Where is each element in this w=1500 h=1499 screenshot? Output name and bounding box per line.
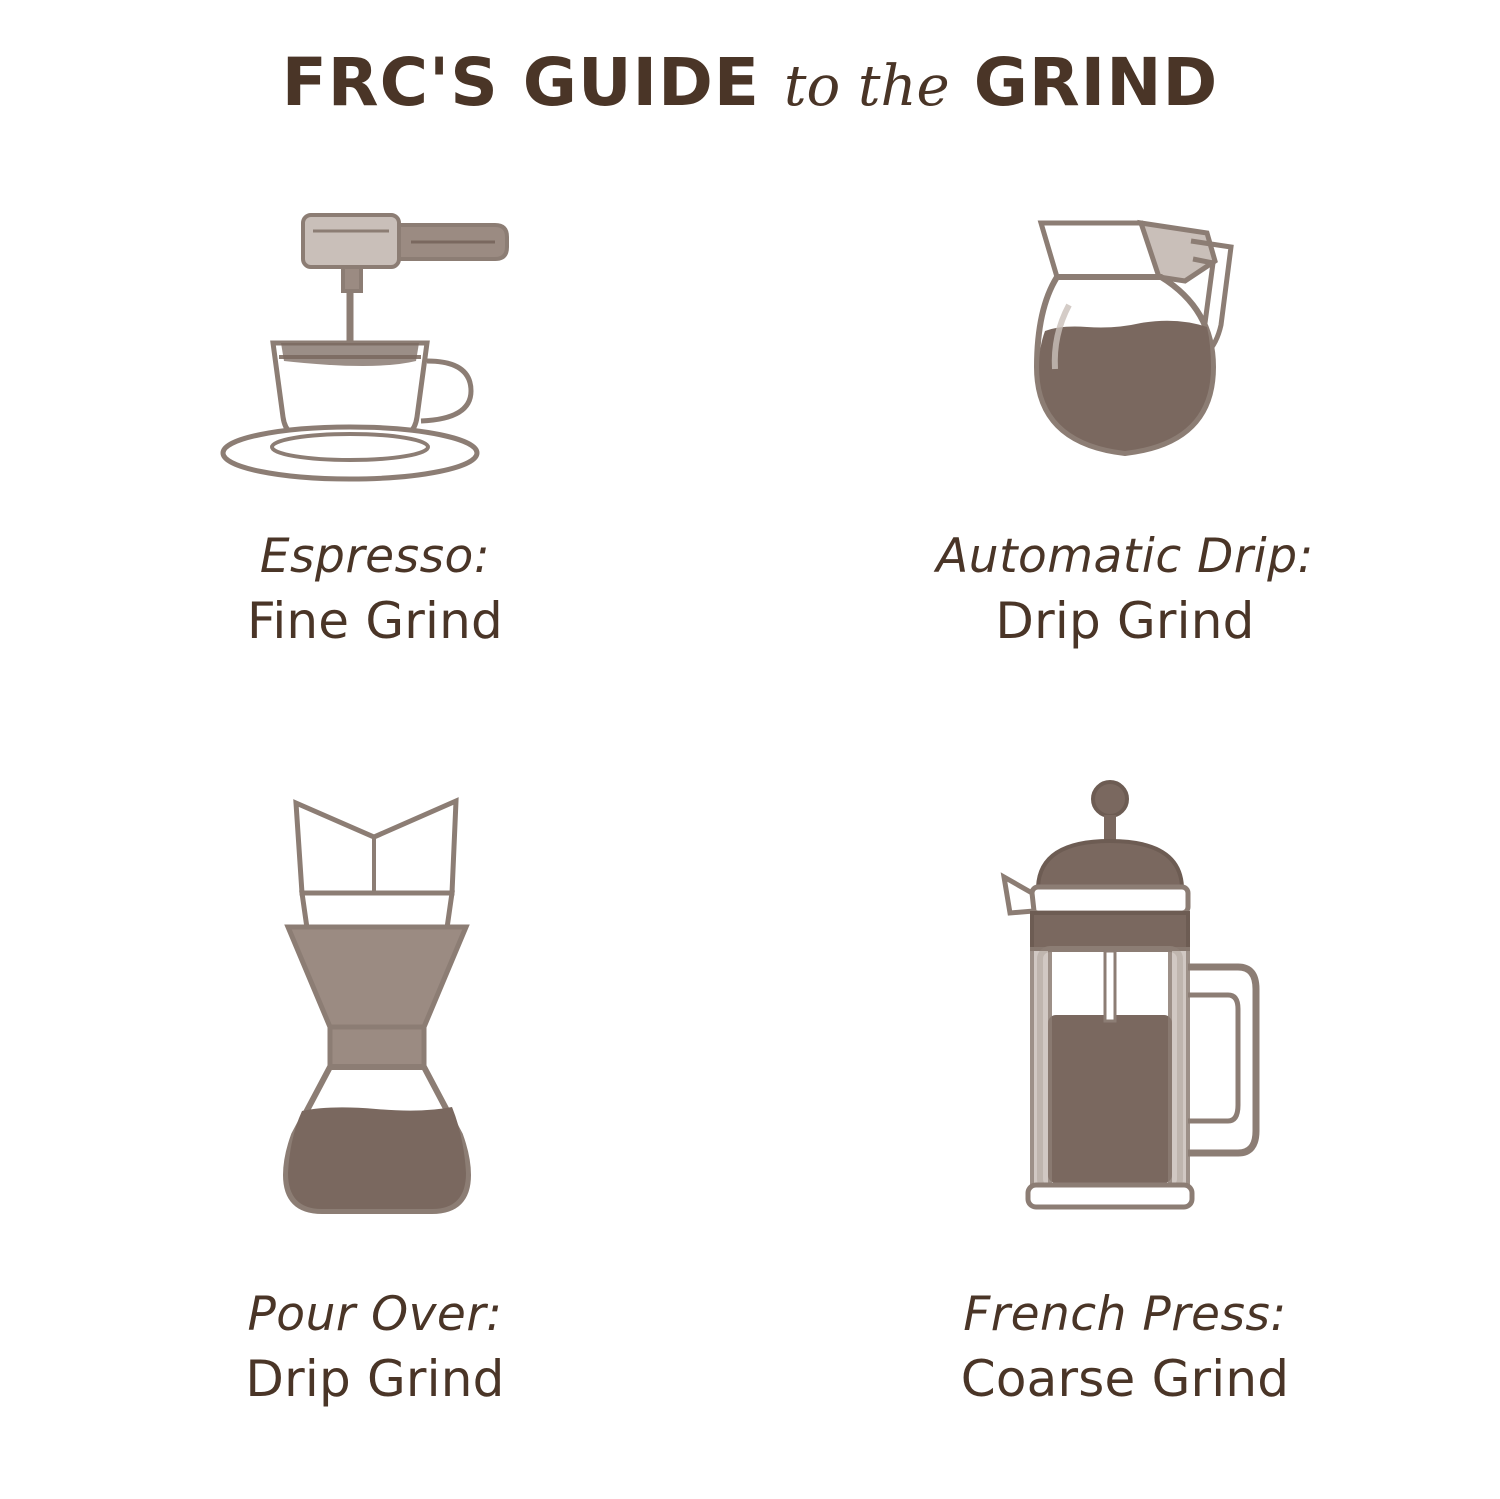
caption-espresso	[247, 528, 503, 652]
caption-automatic-drip	[936, 528, 1314, 652]
method-card-automatic-drip	[750, 180, 1500, 760]
pour-over-chemex-icon	[210, 760, 540, 1260]
page-title	[0, 0, 1500, 121]
methods-grid	[0, 180, 1500, 1470]
espresso-machine-cup-icon	[195, 180, 555, 510]
caption-french-press	[961, 1286, 1289, 1410]
drip-coffee-carafe-icon	[945, 180, 1305, 510]
grind-label: Drip Grind	[995, 592, 1255, 651]
method-label: French Press:	[963, 1287, 1287, 1342]
grind-label: Drip Grind	[245, 1350, 505, 1409]
method-label: Pour Over:	[247, 1287, 503, 1342]
grind-label: Coarse Grind	[960, 1350, 1290, 1409]
method-label: Espresso:	[259, 529, 491, 584]
title-script-part: to the	[783, 54, 950, 119]
title-part-two: GRIND	[973, 44, 1219, 121]
method-card-pour-over	[0, 760, 750, 1460]
method-card-espresso	[0, 180, 750, 760]
title-part-one: FRC'S GUIDE	[281, 44, 760, 121]
method-label: Automatic Drip:	[936, 529, 1314, 584]
french-press-icon	[960, 760, 1290, 1260]
caption-pour-over	[245, 1286, 504, 1410]
grind-label: Fine Grind	[247, 592, 503, 651]
method-card-french-press	[750, 760, 1500, 1460]
